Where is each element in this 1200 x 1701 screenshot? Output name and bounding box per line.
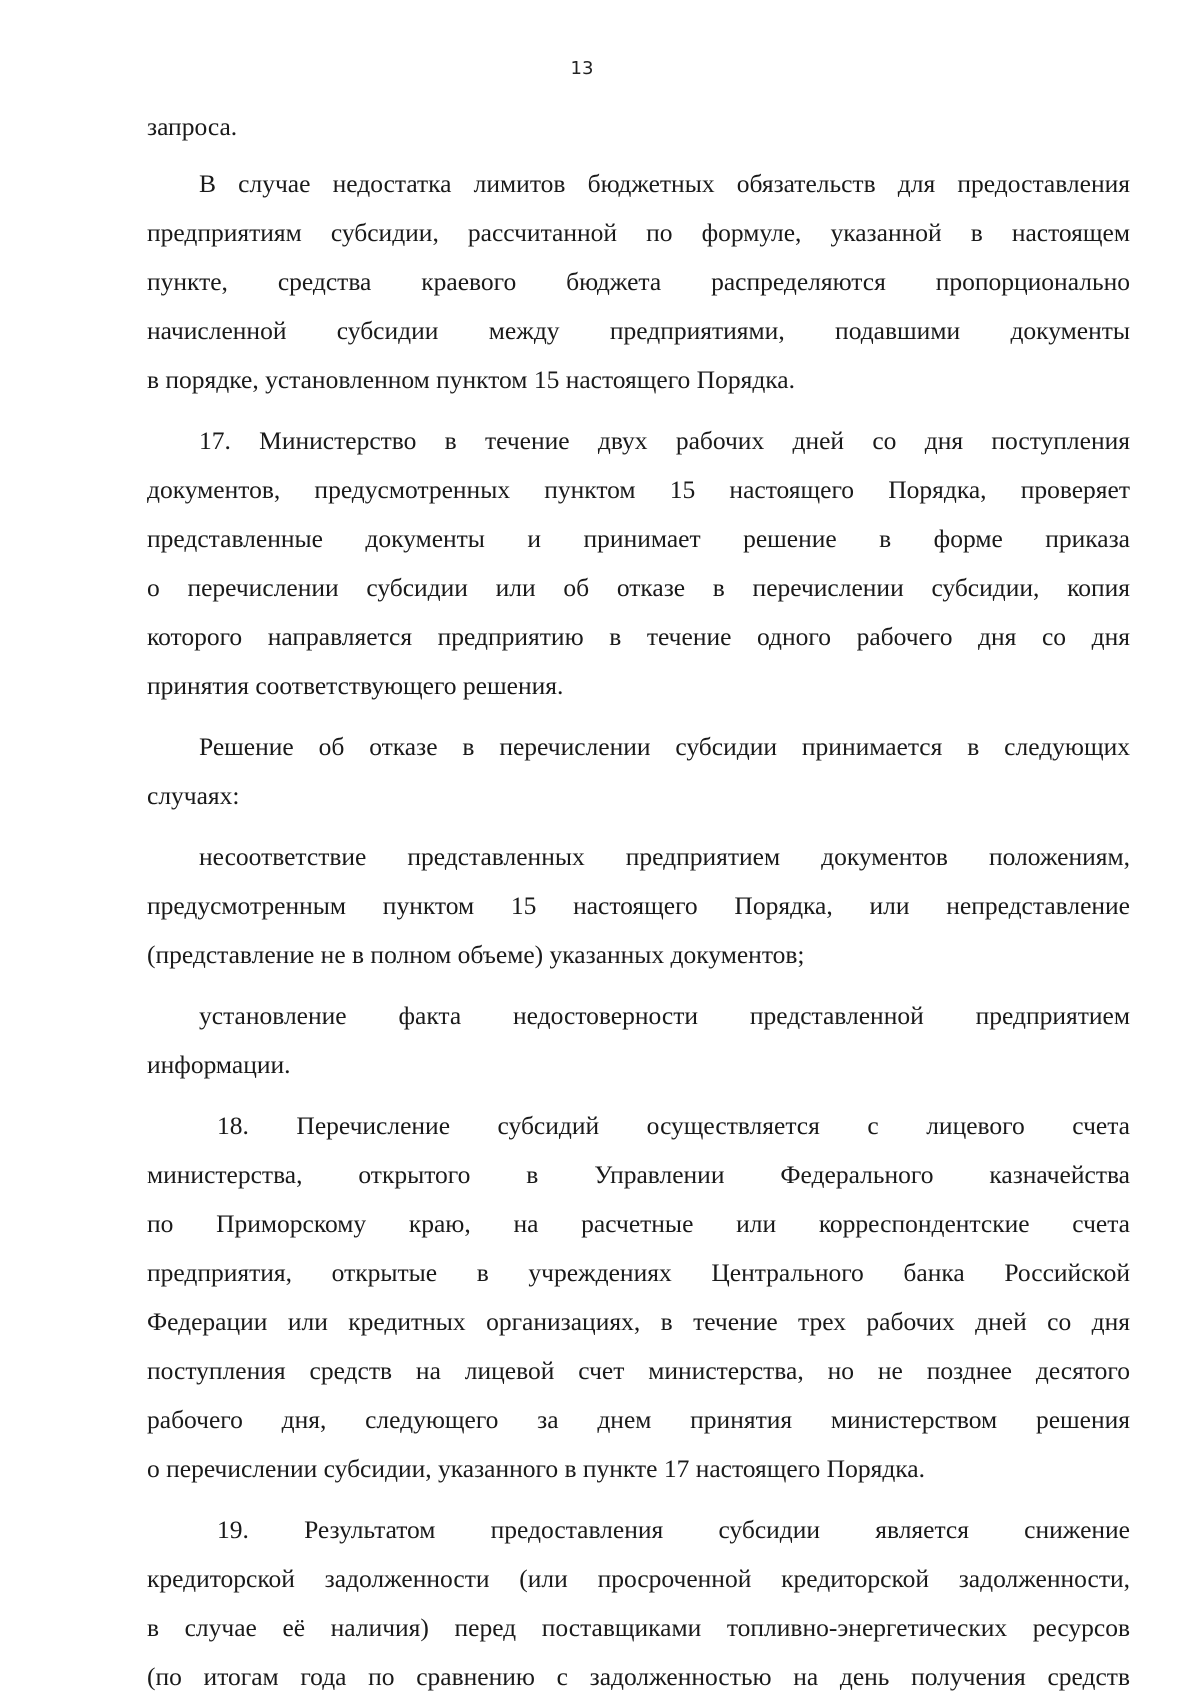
text-line: предприятия, открытые в учреждениях Центрального банка Российской [147, 1258, 1130, 1287]
text-line: поступления средств на лицевой счет министерства, но не позднее десятого [147, 1356, 1130, 1385]
text-line: Федерации или кредитных организациях, в течение трех рабочих дней со дня [147, 1307, 1130, 1336]
text-line: документов, предусмотренных пунктом 15 настоящего Порядка, проверяет [147, 475, 1130, 504]
text-line: в случае её наличия) перед поставщиками топливно-энергетических ресурсов [147, 1613, 1130, 1642]
text-line: 18. Перечисление субсидий осуществляется с лицевого счета [217, 1111, 1130, 1140]
text-line: представленные документы и принимает решение в форме приказа [147, 524, 1130, 553]
text-line: запроса. [147, 112, 238, 141]
text-line: несоответствие представленных предприятием документов положениям, [199, 842, 1130, 871]
text-line: кредиторской задолженности (или просроченной кредиторской задолженности, [147, 1564, 1130, 1593]
text-line: В случае недостатка лимитов бюджетных обязательств для предоставления [199, 169, 1130, 198]
text-line: информации. [147, 1050, 291, 1079]
text-line: которого направляется предприятию в течение одного рабочего дня со дня [147, 622, 1130, 651]
text-line: о перечислении субсидии, указанного в пункте 17 настоящего Порядка. [147, 1454, 925, 1483]
text-line: предприятиям субсидии, рассчитанной по формуле, указанной в настоящем [147, 218, 1130, 247]
text-line: (представление не в полном объеме) указанных документов; [147, 940, 805, 969]
text-line: (по итогам года по сравнению с задолженностью на день получения средств [147, 1662, 1130, 1691]
text-line: принятия соответствующего решения. [147, 671, 564, 700]
page-number: 13 [570, 58, 594, 79]
document-body [147, 102, 1130, 1701]
text-line: о перечислении субсидии или об отказе в перечислении субсидии, копия [147, 573, 1130, 602]
text-line: по Приморскому краю, на расчетные или корреспондентские счета [147, 1209, 1130, 1238]
text-line: установление факта недостоверности представленной предприятием [199, 1001, 1130, 1030]
text-line: рабочего дня, следующего за днем принятия министерством решения [147, 1405, 1130, 1434]
text-line: пункте, средства краевого бюджета распределяются пропорционально [147, 267, 1130, 296]
text-line: предусмотренным пунктом 15 настоящего Порядка, или непредставление [147, 891, 1130, 920]
text-line: в порядке, установленном пунктом 15 настоящего Порядка. [147, 365, 795, 394]
text-line: 17. Министерство в течение двух рабочих дней со дня поступления [199, 426, 1130, 455]
text-line: 19. Результатом предоставления субсидии является снижение [217, 1515, 1130, 1544]
text-line: министерства, открытого в Управлении Федерального казначейства [147, 1160, 1130, 1189]
text-line: Решение об отказе в перечислении субсидии принимается в следующих [199, 732, 1130, 761]
text-line: начисленной субсидии между предприятиями, подавшими документы [147, 316, 1130, 345]
text-line: случаях: [147, 781, 240, 810]
